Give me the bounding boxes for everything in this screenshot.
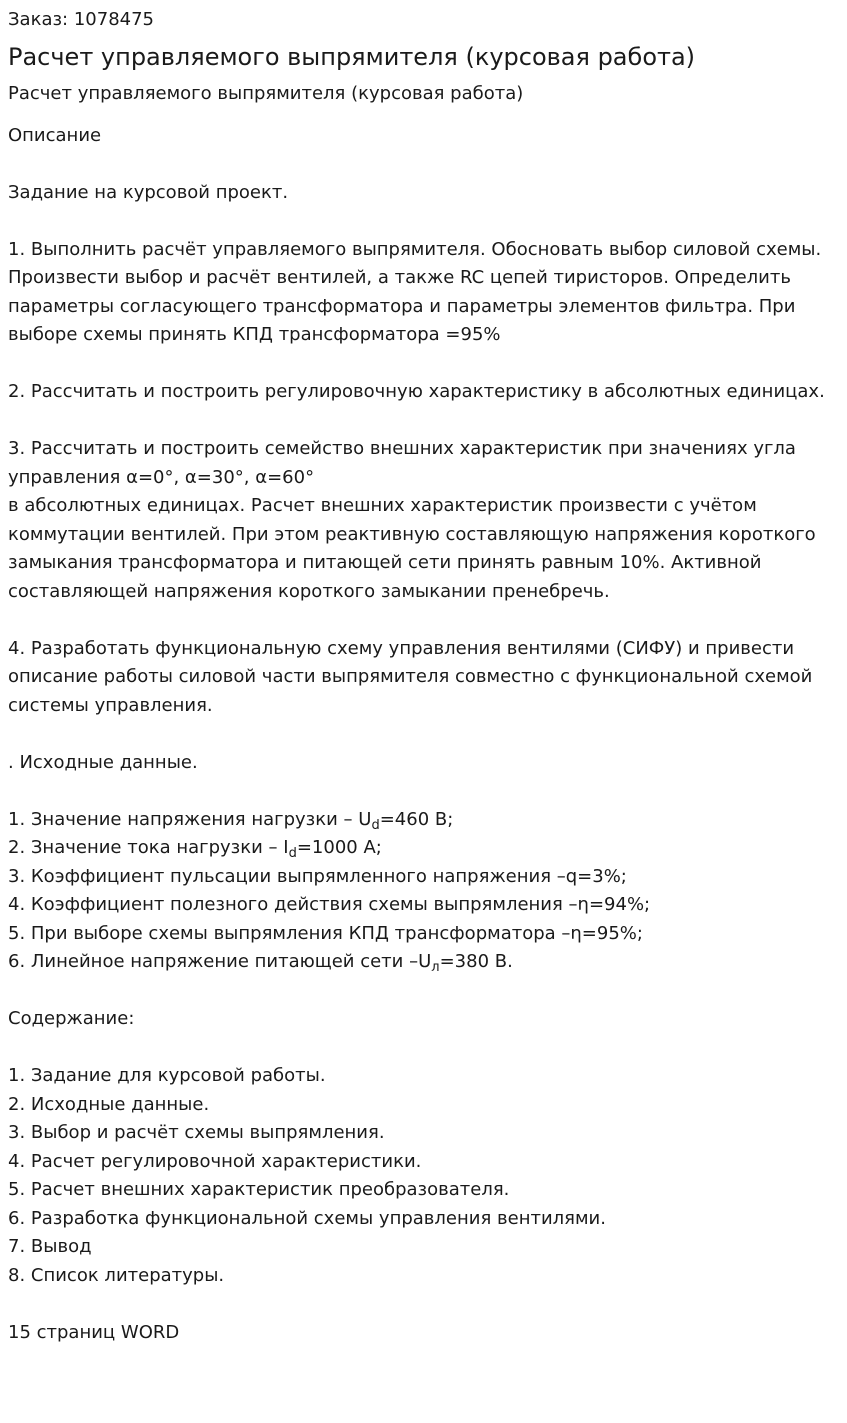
contents-item: 1. Задание для курсовой работы. <box>8 1065 326 1086</box>
spacer <box>8 150 839 179</box>
page-count-note: 15 страниц WORD <box>8 1321 180 1343</box>
spacer <box>8 207 839 236</box>
order-number: 1078475 <box>73 9 155 30</box>
task-heading: Задание на курсовой проект. <box>8 181 289 203</box>
contents-list <box>8 1062 839 1290</box>
contents-item: 5. Расчет внешних характеристик преобразователя. <box>8 1179 510 1200</box>
order-number-line <box>8 6 839 34</box>
source-data-heading: . Исходные данные. <box>8 751 198 773</box>
source-data-item-value: =380 В. <box>439 951 513 972</box>
contents-item: 8. Список литературы. <box>8 1264 225 1286</box>
source-data-item-subscript: d <box>288 846 297 861</box>
source-data-item-value: =460 В; <box>379 808 454 830</box>
source-data-item-subscript: л <box>431 960 440 975</box>
spacer <box>8 350 839 379</box>
contents-item: 3. Выбор и расчёт схемы выпрямления. <box>8 1122 385 1143</box>
contents-item: 6. Разработка функциональной схемы управления вентилями. <box>8 1207 606 1229</box>
source-data-item-text: 3. Коэффициент пульсации выпрямленного напряжения –q=3%; <box>8 865 627 887</box>
spacer <box>8 1034 839 1063</box>
task-item-4: 4. Разработать функциональную схему управления вентилями (СИФУ) и привести описание работы силовой части выпрямителя совместно с функциональной схемой системы управления. <box>8 637 813 716</box>
source-data-item <box>8 863 839 892</box>
source-data-section <box>8 749 839 977</box>
source-data-item <box>8 806 839 835</box>
source-data-list <box>8 806 839 977</box>
spacer <box>8 1290 839 1319</box>
task-item-2: 2. Рассчитать и построить регулировочную характеристику в абсолютных единицах. <box>8 381 825 402</box>
source-data-item-value: =1000 А; <box>296 837 382 858</box>
contents-item: 7. Вывод <box>8 1236 92 1257</box>
page-subtitle: Расчет управляемого выпрямителя (курсовая работа) <box>8 83 524 104</box>
spacer <box>8 606 839 635</box>
source-data-item-text: 4. Коэффициент полезного действия схемы выпрямления –η=94%; <box>8 894 651 915</box>
source-data-item-text: 6. Линейное напряжение питающей сети –U <box>8 951 432 972</box>
description-heading: Описание <box>8 125 102 146</box>
source-data-item <box>8 834 839 863</box>
spacer <box>8 977 839 1006</box>
spacer <box>8 777 839 806</box>
contents-heading: Содержание: <box>8 1008 135 1029</box>
source-data-item-subscript: d <box>371 817 380 833</box>
spacer <box>8 720 839 749</box>
task-section <box>8 179 839 721</box>
task-item-1: 1. Выполнить расчёт управляемого выпрямителя. Обосновать выбор силовой схемы. Произвести выбор и расчёт вентилей, а также RC цепей тиристоров. Определить параметры согласующего трансформатора и параметры элементов фильтра. При выборе схемы принять КПД трансформатора =95% <box>8 238 822 345</box>
task-item-3-line-2: в абсолютных единицах. Расчет внешних характеристик произвести с учётом коммутации вентилей. При этом реактивную составляющую напряжения короткого замыкания трансформатора и питающей сети принять равным 10%. Активной составляющей напряжения короткого замыкании пренебречь. <box>8 495 816 602</box>
source-data-item <box>8 948 839 977</box>
source-data-item <box>8 891 839 920</box>
contents-item: 2. Исходные данные. <box>8 1093 210 1115</box>
source-data-item-text: 1. Значение напряжения нагрузки – U <box>8 808 372 830</box>
contents-section <box>8 1005 839 1290</box>
source-data-item <box>8 920 839 949</box>
contents-item: 4. Расчет регулировочной характеристики. <box>8 1150 422 1172</box>
task-item-3-line-1: 3. Рассчитать и построить семейство внешних характеристик при значениях угла управления α=0°, α=30°, α=60° <box>8 438 796 488</box>
spacer <box>8 407 839 436</box>
order-label: Заказ: <box>8 9 69 30</box>
page-title: Расчет управляемого выпрямителя (курсовая работа) <box>8 43 696 71</box>
source-data-item-text: 5. При выборе схемы выпрямления КПД трансформатора –η=95%; <box>8 922 643 944</box>
source-data-item-text: 2. Значение тока нагрузки – I <box>8 837 289 858</box>
